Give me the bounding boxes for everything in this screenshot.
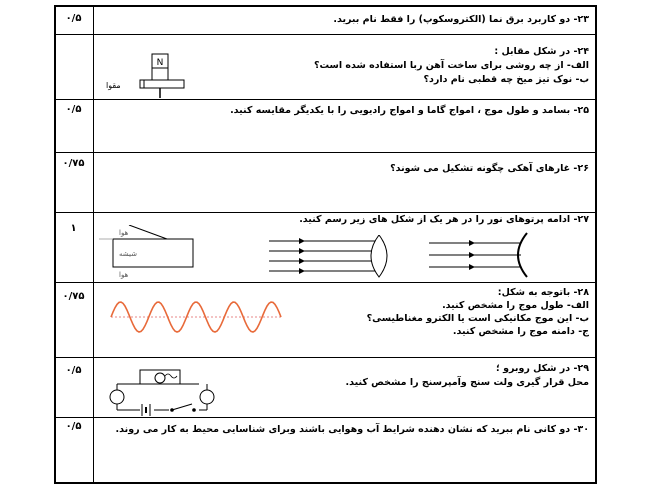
question-27-text: ۲۷- ادامه پرتوهای نور را در هر یک از شکل های زیر رسم کنید. bbox=[299, 214, 589, 225]
card-label: مقوا bbox=[106, 81, 121, 90]
question-row-23 bbox=[54, 5, 597, 35]
wave-figure bbox=[101, 297, 286, 337]
question-23-text: ۲۳- دو کاربرد برق نما (الکتروسکوپ) را فقط نام ببرید. bbox=[333, 14, 589, 25]
question-row-29 bbox=[54, 358, 597, 418]
circuit-figure bbox=[104, 364, 229, 416]
question-28-part-a: الف- طول موج را مشخص کنید. bbox=[442, 300, 589, 311]
concave-mirror-figure bbox=[429, 231, 539, 281]
question-29-text: محل قرار گیری ولت سنج وآمپرسنج را مشخص کنید. bbox=[345, 377, 589, 388]
question-24-part-a: الف- از چه روشی برای ساخت آهن ربا استفاده شده است؟ bbox=[313, 60, 589, 71]
score-23: ۰/۵ bbox=[65, 13, 82, 24]
air-bottom-label: هوا bbox=[119, 271, 129, 279]
question-30-text: ۳۰- دو کانی نام ببرید که نشان دهنده شرایط آب وهوایی باشند وبرای شناسایی محیط به کار می روند. bbox=[115, 424, 589, 435]
question-row-28 bbox=[54, 283, 597, 358]
question-29-title: ۲۹- در شکل روبرو ؛ bbox=[495, 363, 589, 374]
question-24-part-b: ب- نوک تیز میخ چه قطبی نام دارد؟ bbox=[423, 74, 589, 85]
score-28: ۰/۷۵ bbox=[62, 291, 85, 302]
magnet-pole-label: N bbox=[156, 58, 164, 68]
question-28-title: ۲۸- باتوجه به شکل: bbox=[497, 287, 589, 298]
score-25: ۰/۵ bbox=[65, 104, 82, 115]
question-row-27 bbox=[54, 213, 597, 283]
glass-label: شیشه bbox=[119, 250, 137, 258]
question-24-title: ۲۴- در شکل مقابل : bbox=[494, 46, 589, 57]
question-28-part-b: ب- این موج مکانیکی است یا الکترو مغناطیسی؟ bbox=[366, 313, 589, 324]
question-row-30 bbox=[54, 418, 597, 484]
question-26-text: ۲۶- غارهای آهکی چگونه تشکیل می شوند؟ bbox=[390, 163, 589, 174]
question-25-text: ۲۵- بسامد و طول موج ، امواج گاما و امواج رادیویی را با یکدیگر مقایسه کنید. bbox=[230, 105, 589, 116]
question-28-part-c: ج- دامنه موج را مشخص کنید. bbox=[452, 326, 589, 337]
question-row-24 bbox=[54, 35, 597, 100]
question-row-25 bbox=[54, 100, 597, 153]
score-27: ۱ bbox=[70, 223, 77, 234]
air-top-label: هوا bbox=[119, 229, 129, 237]
convex-lens-figure bbox=[269, 235, 404, 280]
question-row-26 bbox=[54, 153, 597, 213]
score-26: ۰/۷۵ bbox=[62, 158, 85, 169]
score-30: ۰/۵ bbox=[65, 421, 82, 432]
score-29: ۰/۵ bbox=[65, 365, 82, 376]
magnet-nail-figure bbox=[96, 52, 206, 100]
refraction-glass-figure bbox=[99, 225, 204, 280]
